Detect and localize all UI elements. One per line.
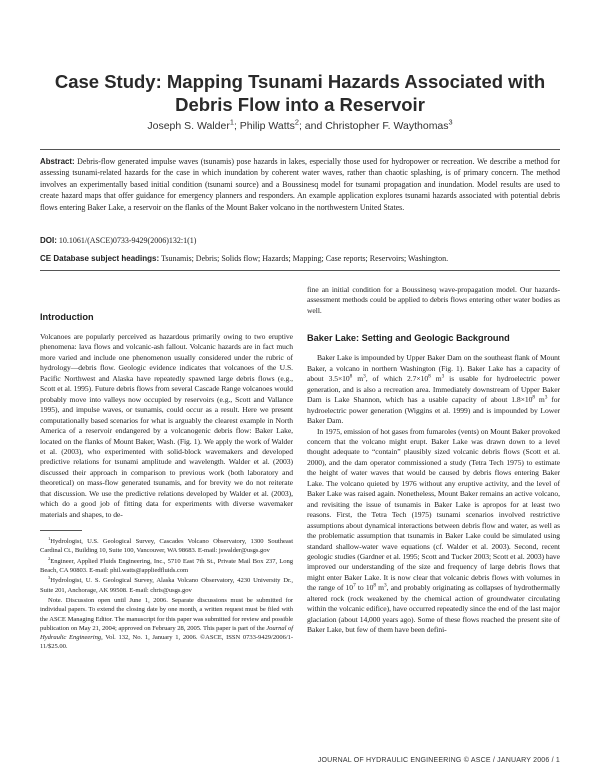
paper-title: Case Study: Mapping Tsunami Hazards Associated with Debris Flow into a Reservoir (54, 71, 546, 115)
subject-text: Tsunamis; Debris; Solids flow; Hazards; Mapping; Case reports; Reservoirs; Washington. (161, 254, 449, 263)
right-column (307, 285, 560, 636)
intro-continuation: fine an initial condition for a Boussinesq wave-propagation model. Our hazards-assessment methods could be applied to debris flows entering other water bodies as well. (307, 285, 560, 315)
journal-name: Journal of Hydraulic Engineering (40, 624, 293, 642)
footnote-sup: 1 (48, 535, 51, 541)
footnote-2: $^2$Engineer, Applied Fluids Engineering, Inc., 5710 East 7th St., Private Mail Box 237, Long Beach, CA 90803. E-mail: phil.watts@appliedfluids.com (40, 555, 293, 575)
abstract (40, 156, 560, 213)
subject-label: CE Database subject headings: (40, 254, 160, 263)
footnote-sup: 3 (48, 575, 51, 581)
intro-paragraph: Volcanoes are popularly perceived as hazardous primarily owing to two eruptive phenomena: lava flows and volcanic-ash fallout. Volcanic hazards are in fact much more varied and include one phenomenon usually considered under the rubric of hydrology—debris flow. Geologic evidence indicates that volcanoes of the U.S. Pacific Northwest and Alaska have repeatedly spawned large debris flows (e.g., Scott et al. 1995). Future debris flows from several Cascade Range volcanoes would probably move into valleys now occupied by reservoirs (e.g., Scott and Vallance 1995), and impulse waves, or tsunamis, could occur as a result. Here we present computationally based scenarios for what is arguably the clearest example in North America of a reservoir endangered by a volcanogenic debris flow: Baker Lake, located on the flanks of Mount Baker, Wash. (Fig. 1). We apply the work of Walder et al. (2003), who experimented with solid-block wavemakers and developed predictive relations for tsunami amplitude and wavelength. Walder et al. (2003) discussed their approach in comparison to previous work (both laboratory and theoretical) on mass-flow generated tsunamis, and for brevity we do not reiterate that discussion. We use the predictive relations developed by Walder et al. (2003), which do a good job of fitting data for experiments with diverse wavemaker materials and shapes, to de- (40, 332, 293, 519)
abstract-top-rule (40, 149, 560, 150)
author-waythomas: ; and Christopher F. Waythomas (298, 120, 449, 132)
abstract-text: Debris-flow generated impulse waves (tsunamis) pose hazards in lakes, especially those used for hydropower or recreation. We describe a method for assessing tsunami-related hazards for the case in which inundation by coherent water waves, rather than chaotic splashing, is of primary concern. The method involves an experimentally based initial condition (tsunami source) and a Boussinesq model for tsunami propagation and inundation. Model results are used to create hazard maps that offer guidance for emergency planners and responders. An example application explores tsunami hazards associated with potential debris flows entering Baker Lake, a reservoir on the flanks of the Mount Baker volcano in the northwestern United States. (40, 157, 560, 212)
page-footer: JOURNAL OF HYDRAULIC ENGINEERING © ASCE / JANUARY 2006 / 1 (317, 757, 560, 764)
author-walder: Joseph S. Walder (147, 120, 230, 132)
author-sup: 3 (448, 117, 453, 127)
footnote-sup: 2 (48, 555, 51, 561)
author-sup: 2 (294, 117, 299, 127)
doi-label: DOI: (40, 236, 57, 245)
footnotes (40, 537, 293, 652)
section-heading-baker-lake: Baker Lake: Setting and Geologic Background (307, 333, 510, 344)
author-sup: 1 (229, 117, 234, 127)
author-line (40, 117, 560, 132)
abstract-label: Abstract: (40, 157, 75, 166)
author-watts: ; Philip Watts (233, 120, 295, 132)
footnote-1: $^1$Hydrologist, U.S. Geological Survey, Cascades Volcano Observatory, 1300 Southeast Cardinal Ct., Building 10, Suite 100, Vancouver, WA 98683. E-mail: jswalder@usgs.gov (40, 535, 293, 555)
section-heading-introduction: Introduction (40, 312, 94, 322)
baker-paragraph-2: In 1975, emission of hot gases from fumaroles (vents) on Mount Baker provoked concern that the volcano might erupt. Baker Lake was drawn down to a level thought adequate to “contain” plausibly sized volcanic debris flows (Scott et al. 2000), and the dam operator commissioned a study (Tetra Tech 1975) to estimate the height of water waves that would be caused by debris flows entering Baker Lake. The volcano quieted by 1976 without any eruptive activity, and the level of Baker Lake was raised again. Nonetheless, Mount Baker remains an active volcano, and revisiting the issue of tsunamis in Baker Lake is apropos for at least two reasons. First, the Tetra Tech (1975) tsunami scenarios involved restrictive assumptions about dynamical interactions between debris flow and water, as well as the problematic assumption that tsunamis in Baker Lake could be simulated using standard shallow-water wave equations (cf. Walder et al. 2003). Second, recent geologic studies (Gardner et al. 1995; Scott and Tucker 2003; Scott et al. 2003) have improved our understanding of the size and frequency of large debris flows that might enter Baker Lake. It is now clear that volcanic debris flows with volumes in the range of $10^7$ to $10^8$ $m^3$, and probably originating as collapses of hydrothermally altered rock (rock weakened by the chemical action of groundwater circulating within the volcanic edifice), have occurred repeatedly since the end of the last major glaciation (about 14,000 years ago). Some of these flows reached the present site of Baker Lake, but few of them have been defini- (307, 426, 561, 635)
footnote-3: $^3$Hydrologist, U. S. Geological Survey, Alaska Volcano Observatory, 4230 University Dr., Suite 201, Anchorage, AK 99508. E-mail: chris@usgs.gov (40, 575, 293, 594)
subject-headings (40, 253, 560, 264)
doi-value[interactable]: 10.1061/(ASCE)0733-9429(2006)132:1(1) (58, 236, 197, 245)
baker-paragraph-1: Baker Lake is impounded by Upper Baker Dam on the southeast flank of Mount Baker, a volcano in northern Washington (Fig. 1). Baker Lake has a capacity of about $3.5\times 10^8$ $m^3$, of which $2.7\times 10^8$ $m^3$ is usable for hydroelectric power generation, and is also a recreation area. Immediately downstream of Upper Baker Dam is Lake Shannon, which has a usable capacity of about $1.8\times 10^8$ $m^3$ for hydroelectric power generation (Wiggins et al. 1999) and is impounded by Lower Baker Dam. (307, 353, 560, 426)
discussion-note: Note. Discussion open until June 1, 2006. Separate discussions must be submitted for individual papers. To extend the closing date by one month, a written request must be filed with the ASCE Managing Editor. The manuscript for this paper was submitted for review and possible publication on May 21, 2004; approved on February 28, 2005. This paper is part of the Journal of Hydraulic Engineering, Vol. 132, No. 1, January 1, 2006. ©ASCE, ISSN 0733-9429/2006/1-11/$25.00. (40, 596, 293, 651)
abstract-bottom-rule (40, 270, 560, 271)
doi-line (40, 235, 560, 246)
footnote-rule (40, 530, 82, 531)
left-column (40, 312, 293, 653)
